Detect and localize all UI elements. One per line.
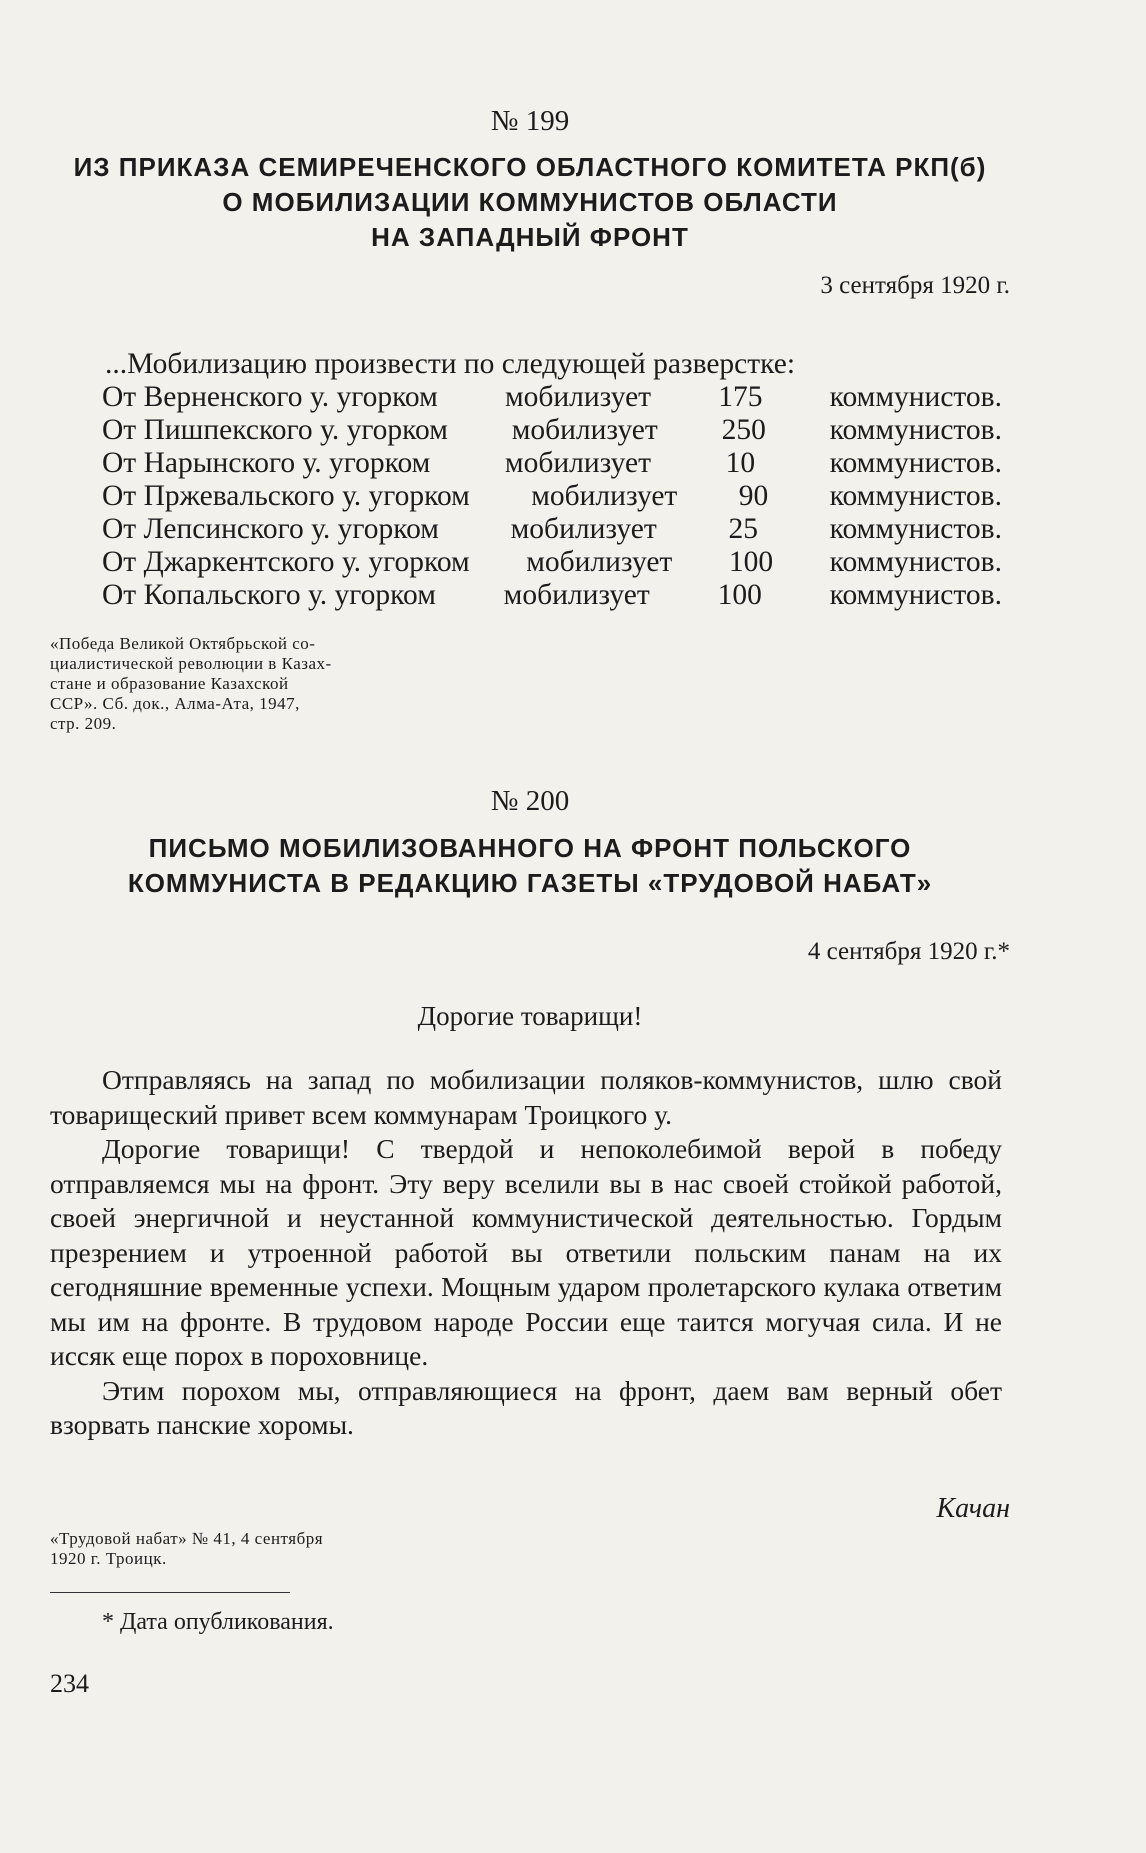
letter-paragraph: Дорогие товарищи! С твердой и непоколебимой верой в победу отправляемся мы на фронт. Эту веру вселили вы в нас своей стойкой работой, своей энергичной и неустанной коммунистической деятельностью. Гордым презрением и утроенной работой вы ответили польским панам на их сегодняшние временные успехи. Мощным ударом пролетарского кулака ответим мы им на фронте. В трудовом народе России еще таится могучая сила. И не иссяк еще порох в пороховнице. — [50, 1133, 1002, 1371]
allocation-row — [102, 546, 1002, 579]
allocation-count: 90 — [738, 480, 769, 512]
doc-199-title — [50, 150, 1010, 255]
allocation-verb: мобилизует — [526, 546, 673, 578]
footnote: * Дата опубликования. — [102, 1609, 334, 1635]
footnote-divider — [50, 1592, 290, 1593]
allocation-unit: коммунистов. — [829, 381, 1002, 413]
allocation-count: 10 — [725, 447, 756, 479]
allocation-unit: коммунистов. — [829, 546, 1002, 578]
allocation-verb: мобилизует — [503, 579, 650, 611]
allocation-verb: мобилизует — [531, 480, 678, 512]
source-line: «Трудовой набат» № 41, 4 сентября — [50, 1529, 324, 1548]
allocation-verb: мобилизует — [511, 414, 658, 446]
allocation-unit: коммунистов. — [829, 414, 1002, 446]
doc-200-title-line: ПИСЬМО МОБИЛИЗОВАННОГО НА ФРОНТ ПОЛЬСКОГО — [148, 833, 912, 863]
allocation-row — [102, 480, 1002, 513]
allocation-unit: коммунистов. — [829, 447, 1002, 479]
source-line: «Победа Великой Октябрьской со- — [50, 634, 316, 653]
letter-body — [50, 1063, 1002, 1443]
allocation-count: 100 — [728, 546, 774, 578]
source-line: 1920 г. Троицк. — [50, 1549, 167, 1568]
source-line: циалистической революции в Казах- — [50, 654, 332, 673]
source-line: стане и образование Казахской — [50, 674, 289, 693]
allocation-row — [102, 381, 1002, 414]
allocation-count: 25 — [728, 513, 758, 545]
allocation-verb: мобилизует — [504, 447, 652, 479]
allocation-verb: мобилизует — [504, 381, 652, 413]
allocation-unit: коммунистов. — [829, 513, 1002, 545]
allocation-row — [102, 579, 1002, 612]
doc-199-date: 3 сентября 1920 г. — [820, 272, 1010, 299]
source-line: стр. 209. — [50, 714, 117, 733]
allocation-verb: мобилизует — [510, 513, 657, 545]
page-number: 234 — [50, 1669, 89, 1698]
letter-paragraph: Этим порохом мы, отправляющиеся на фронт, даем вам верный обет взорвать панские хоромы. — [50, 1374, 1002, 1440]
allocation-region: От Лепсинского у. угорком — [102, 513, 439, 545]
doc-199-title-line: ИЗ ПРИКАЗА СЕМИРЕЧЕНСКОГО ОБЛАСТНОГО КОМИТЕТА РКП(б) — [73, 152, 987, 182]
allocation-region: От Джаркентского у. угорком — [102, 546, 470, 578]
allocation-region: От Копальского у. угорком — [102, 579, 436, 611]
allocation-row — [102, 513, 1002, 546]
allocation-intro: ...Мобилизацию произвести по следующей разверстке: — [105, 348, 796, 380]
doc-200-date: 4 сентября 1920 г.* — [807, 938, 1010, 965]
allocation-row — [102, 414, 1002, 447]
doc-200-title — [50, 831, 1010, 901]
allocation-region: От Нарынского у. угорком — [102, 447, 431, 479]
doc-199-source — [50, 634, 332, 734]
allocation-region: От Верненского у. угорком — [102, 381, 438, 413]
allocation-row — [102, 447, 1002, 480]
doc-199-title-line: О МОБИЛИЗАЦИИ КОММУНИСТОВ ОБЛАСТИ — [222, 187, 838, 217]
letter-signature: Качан — [936, 1493, 1010, 1524]
document-page — [50, 0, 1010, 1853]
source-line: ССР». Сб. док., Алма-Ата, 1947, — [50, 694, 300, 713]
allocation-list — [102, 348, 1002, 612]
allocation-region: От Пржевальского у. угорком — [102, 480, 470, 512]
allocation-region: От Пишпекского у. угорком — [102, 414, 448, 446]
letter-paragraph: Отправляясь на запад по мобилизации поляков-коммунистов, шлю свой товарищеский привет всем коммунарам Троицкого у. — [50, 1064, 1002, 1130]
allocation-unit: коммунистов. — [829, 579, 1002, 611]
doc-200-source — [50, 1529, 323, 1569]
allocation-count: 175 — [718, 381, 763, 413]
doc-199-number: № 199 — [490, 105, 570, 137]
allocation-count: 250 — [721, 414, 766, 446]
allocation-unit: коммунистов. — [829, 480, 1002, 512]
doc-200-title-line: КОММУНИСТА В РЕДАКЦИЮ ГАЗЕТЫ «ТРУДОВОЙ НАБАТ» — [127, 868, 933, 898]
allocation-count: 100 — [717, 579, 762, 611]
doc-200-number: № 200 — [490, 785, 570, 817]
letter-greeting: Дорогие товарищи! — [417, 1001, 643, 1031]
doc-199-title-line: НА ЗАПАДНЫЙ ФРОНТ — [371, 222, 689, 252]
